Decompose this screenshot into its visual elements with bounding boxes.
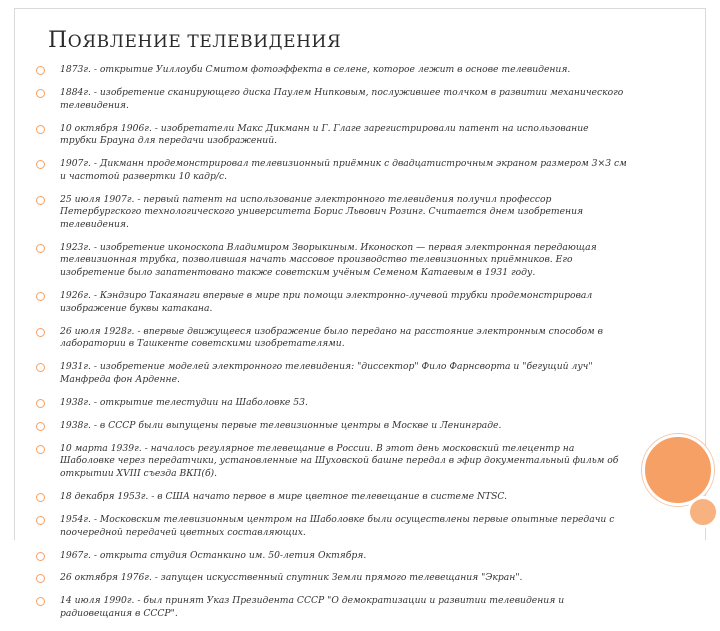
event-text: 1926г. - Кэндзиро Такаянаги впервые в мире при помощи электронно-лучевой трубки продемонстрировал изображение буквы катакана. [60,290,593,314]
list-item [36,443,628,481]
event-text: 18 декабря 1953г. - в США начато первое в мире цветное телевещание в системе NTSC. [60,490,508,502]
events-list [36,64,628,631]
list-item [36,572,628,585]
event-text: 1923г. - изобретение иконоскопа Владимиром Зворыкиным. Иконоскоп — первая электронная передающая телевизионная трубка, позволившая начать массовое производство телевизионных приёмников. Его изобретение было запатентовано также советским учёным Семеном Катаевым в 1931 году. [60,241,597,279]
event-text: 26 июля 1928г. - впервые движущееся изображение было передано на расстояние электронным способом в лаборатории в Ташкенте советскими изобретателями. [60,325,603,350]
list-item [36,326,628,351]
list-item [36,397,628,410]
list-item [36,242,628,280]
bullet-icon [36,597,45,606]
list-item [36,595,628,620]
event-text: 1907г. - Дикманн продемонстрировал телевизионный приёмник с двадцатистрочным экраном размером 3×3 см и частотой развертки 10 кадр/с. [60,158,627,182]
event-text: 10 октября 1906г. - изобретатели Макс Дикманн и Г. Глаге зарегистрировали патент на использование трубки Брауна для передачи изображений. [60,122,589,147]
list-item [36,491,628,504]
event-text: 10 марта 1939г. - началось регулярное телевещание в России. В этот день московский телецентр на Шаболовке через передатчики, установленные на Шуховской башне передал в эфир документальный фильм об открытии XVIII съезда ВКП(б). [60,442,619,479]
bullet-icon [36,328,45,337]
bullet-icon [36,445,45,454]
bullet-icon [36,399,45,408]
decorative-circles [642,434,720,514]
bullet-icon [36,196,45,205]
bullet-icon [36,244,45,253]
title-first-letter: П [48,28,68,53]
list-item [36,550,628,563]
event-text: 1938г. - открытие телестудии на Шаболовке 53. [60,396,308,408]
decor-circle-small [687,496,719,528]
bullet-icon [36,363,45,372]
bullet-icon [36,66,45,75]
bullet-icon [36,516,45,525]
bullet-icon [36,89,45,98]
list-item [36,420,628,433]
bullet-icon [36,574,45,583]
event-text: 26 октября 1976г. - запущен искусственный спутник Земли прямого телевещания "Экран". [60,572,523,584]
bullet-icon [36,552,45,561]
list-item [36,158,628,183]
event-text: 1967г. - открыта студия Останкино им. 50-летия Октября. [60,549,367,561]
bullet-icon [36,160,45,169]
event-text: 25 июля 1907г. - первый патент на использование электронного телевидения получил профессор Петербургского технологического университета Борис Львович Розинг. Считается днем изобретения телевидения. [60,193,584,230]
list-item [36,361,628,386]
event-text: 1884г. - изобретение сканирующего диска Паулем Нипковым, послужившее толчком в развитии механического телевидения. [60,86,624,111]
list-item [36,194,628,232]
event-text: 1938г. - в СССР были выпущены первые телевизионные центры в Москве и Ленинграде. [60,419,502,431]
list-item [36,290,628,315]
list-item [36,514,628,539]
bullet-icon [36,292,45,301]
list-item [36,123,628,148]
bullet-icon [36,125,45,134]
slide-title [48,28,341,53]
event-text: 1931г. - изобретение моделей электронного телевидения: "диссектор" Фило Фарнсворта и "бегущий луч" Манфреда фон Арденне. [60,361,593,385]
bullet-icon [36,422,45,431]
event-text: 1873г. - открытие Уиллоуби Смитом фотоэффекта в селене, которое лежит в основе телевидения. [60,64,571,75]
event-text: 14 июля 1990г. - был принят Указ Президента СССР "О демократизации и развитии телевидения и радиовещания в СССР". [60,595,565,620]
title-rest: ОЯВЛЕНИЕ ТЕЛЕВИДЕНИЯ [67,32,342,52]
bullet-icon [36,493,45,502]
list-item [36,87,628,112]
list-item [36,64,628,77]
event-text: 1954г. - Московским телевизионным центром на Шаболовке были осуществлены первые опытные передачи с поочередной передачей цветных составляющих. [60,513,615,538]
